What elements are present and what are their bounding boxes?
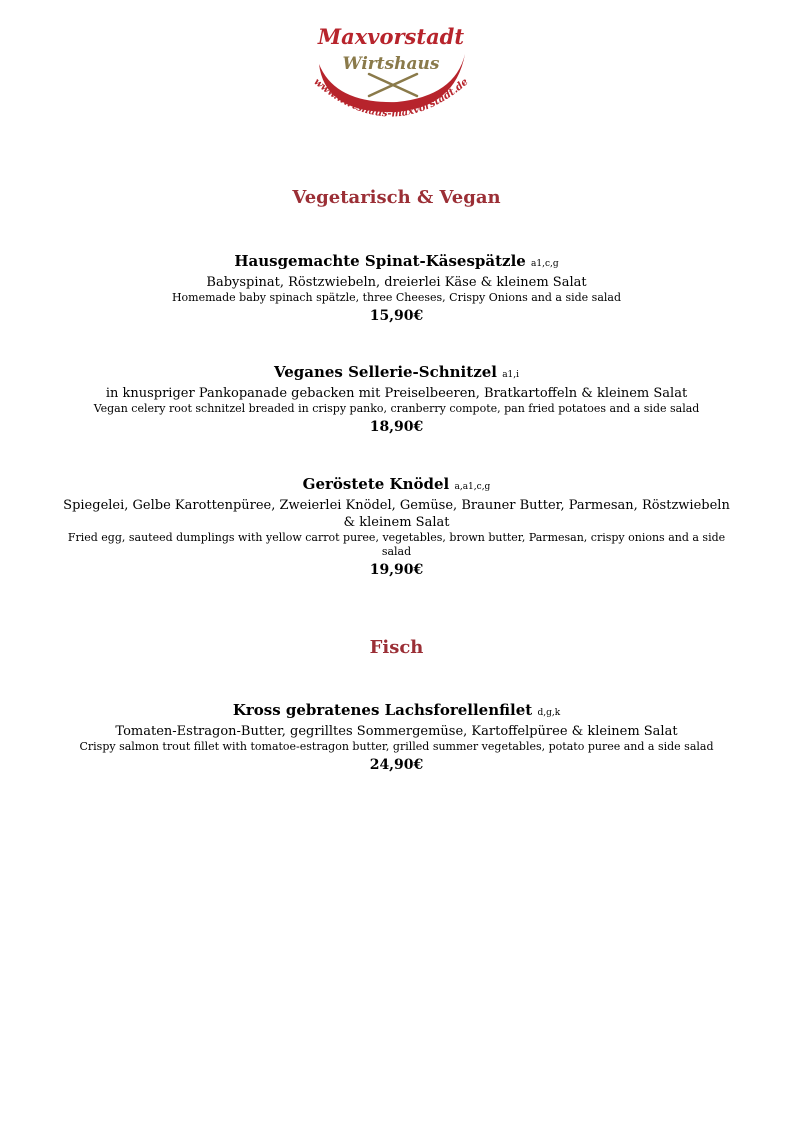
menu-item xyxy=(60,362,733,437)
dish-description-en: Crispy salmon trout fillet with tomatoe-estragon butter, grilled summer vegetables, potato puree and a side salad xyxy=(79,740,714,753)
logo-line1: Maxvorstadt xyxy=(317,24,465,49)
dish-description-en: Fried egg, sauteed dumplings with yellow carrot puree, vegetables, brown butter, Parmesan, crispy onions and a side salad xyxy=(67,531,726,558)
allergen-codes: a1,i xyxy=(502,370,520,380)
menu-item xyxy=(60,700,733,775)
allergen-codes: a1,c,g xyxy=(531,259,559,269)
logo-line2: Wirtshaus xyxy=(342,54,440,74)
menu-item xyxy=(60,474,733,580)
dish-price: 19,90€ xyxy=(369,562,424,578)
dish-name: Veganes Sellerie-Schnitzel xyxy=(273,363,497,381)
logo-url: www.wirtshaus-maxvorstadt.de xyxy=(311,76,471,120)
dish-price: 15,90€ xyxy=(369,308,424,324)
allergen-codes: a,a1,c,g xyxy=(454,482,491,492)
section-title-vegetarian: Vegetarisch & Vegan xyxy=(292,187,501,208)
dish-description-de: Babyspinat, Röstzwiebeln, dreierlei Käse & kleinem Salat xyxy=(206,275,587,290)
dish-description-de: in knuspriger Pankopanade gebacken mit Preiselbeeren, Bratkartoffeln & kleinem Salat xyxy=(105,386,688,401)
restaurant-logo xyxy=(305,14,477,134)
dish-name: Kross gebratenes Lachsforellenfilet xyxy=(232,701,533,719)
allergen-codes: d,g,k xyxy=(537,708,561,718)
dish-description-de: Spiegelei, Gelbe Karottenpüree, Zweierlei Knödel, Gemüse, Brauner Butter, Parmesan, Röstzwiebeln & kleinem Salat xyxy=(63,498,730,530)
section-title-fish: Fisch xyxy=(369,637,424,658)
dish-description-en: Homemade baby spinach spätzle, three Cheeses, Crispy Onions and a side salad xyxy=(171,291,622,304)
dish-description-en: Vegan celery root schnitzel breaded in crispy panko, cranberry compote, pan fried potatoes and a side salad xyxy=(93,402,700,415)
dish-name: Geröstete Knödel xyxy=(302,475,450,493)
dish-name: Hausgemachte Spinat-Käsespätzle xyxy=(234,252,526,270)
dish-description-de: Tomaten-Estragon-Butter, gegrilltes Sommergemüse, Kartoffelpüree & kleinem Salat xyxy=(115,724,678,739)
menu-item xyxy=(60,251,733,326)
dish-price: 24,90€ xyxy=(369,757,424,773)
dish-price: 18,90€ xyxy=(369,419,424,435)
fork-knife-icon xyxy=(369,74,417,96)
